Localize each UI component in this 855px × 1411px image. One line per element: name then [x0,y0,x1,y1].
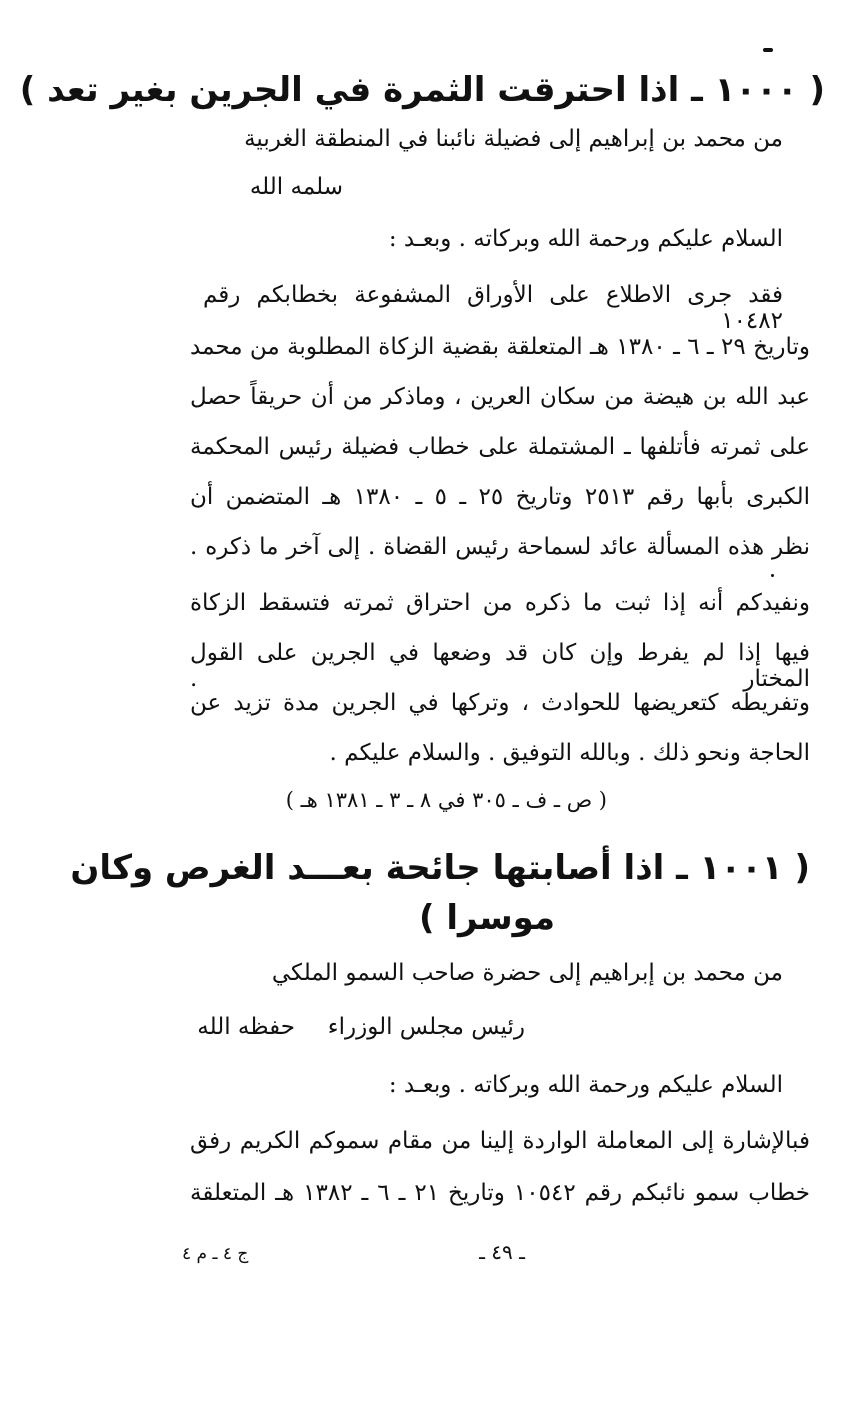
paragraph-line: وتاريخ ٢٩ ـ ٦ ـ ١٣٨٠ هـ المتعلقة بقضية الزكاة المطلوبة من محمد [190,334,810,360]
page-number: ـ ٤٩ ـ [479,1240,525,1264]
section-1001-recipient-blessing: حفظه الله [197,1014,295,1040]
paragraph-line: الحاجة ونحو ذلك . وبالله التوفيق . والسلام عليكم . [329,740,810,766]
section-1000-heading: ( ١٠٠٠ ـ اذا احترقت الثمرة في الجرين بغير تعد ) [19,70,825,110]
paragraph-line: فبالإشارة إلى المعاملة الواردة إلينا من مقام سموكم الكريم رفق [190,1128,810,1154]
section-1001-from-line: من محمد بن إبراهيم إلى حضرة صاحب السمو الملكي [271,960,783,986]
section-1000-from-line: من محمد بن إبراهيم إلى فضيلة نائبنا في المنطقة الغربية [244,126,783,152]
section-1000-reference: ( ص ـ ف ـ ٣٠٥ في ٨ ـ ٣ ـ ١٣٨١ هـ ) [285,788,607,812]
paragraph-line: ونفيدكم أنه إذا ثبت ما ذكره من احتراق ثمرته فتسقط الزكاة [190,590,810,616]
paragraph-line: فيها إذا لم يفرط وإن كان قد وضعها في الجرين على القول المختار . [190,640,810,692]
volume-mark: ج ٤ ـ م ٤ [182,1244,249,1264]
section-1000-blessing: سلمه الله [249,174,343,200]
paragraph-line: الكبرى بأبها رقم ٢٥١٣ وتاريخ ٢٥ ـ ٥ ـ ١٣٨٠ هـ المتضمن أن [190,484,810,510]
section-1001-salutation: السلام عليكم ورحمة الله وبركاته . وبعـد : [388,1072,783,1098]
ink-dot [771,574,774,577]
paragraph-line: فقد جرى الاطلاع على الأوراق المشفوعة بخطابكم رقم ١٠٤٨٢ [203,282,783,334]
paragraph-line: نظر هذه المسألة عائد لسماحة رئيس القضاة . إلى آخر ما ذكره . [190,534,810,560]
section-1001-recipient-title: رئيس مجلس الوزراء [327,1014,525,1040]
paragraph-line: عبد الله بن هيضة من سكان العرين ، وماذكر من أن حريقاً حصل [190,384,810,410]
section-1001-heading-line1: ( ١٠٠١ ـ اذا أصابتها جائحة بعـــد الغرص وكان [70,848,810,888]
section-1001-heading-line2: موسرا ) [419,898,555,938]
paragraph-line: وتفريطه كتعريضها للحوادث ، وتركها في الجرين مدة تزيد عن [190,690,810,716]
ink-mark [763,48,773,52]
section-1000-salutation: السلام عليكم ورحمة الله وبركاته . وبعـد : [388,226,783,252]
paragraph-line: على ثمرته فأتلفها ـ المشتملة على خطاب فضيلة رئيس المحكمة [190,434,810,460]
paragraph-line: خطاب سمو نائبكم رقم ١٠٥٤٢ وتاريخ ٢١ ـ ٦ ـ ١٣٨٢ هـ المتعلقة [190,1180,810,1206]
